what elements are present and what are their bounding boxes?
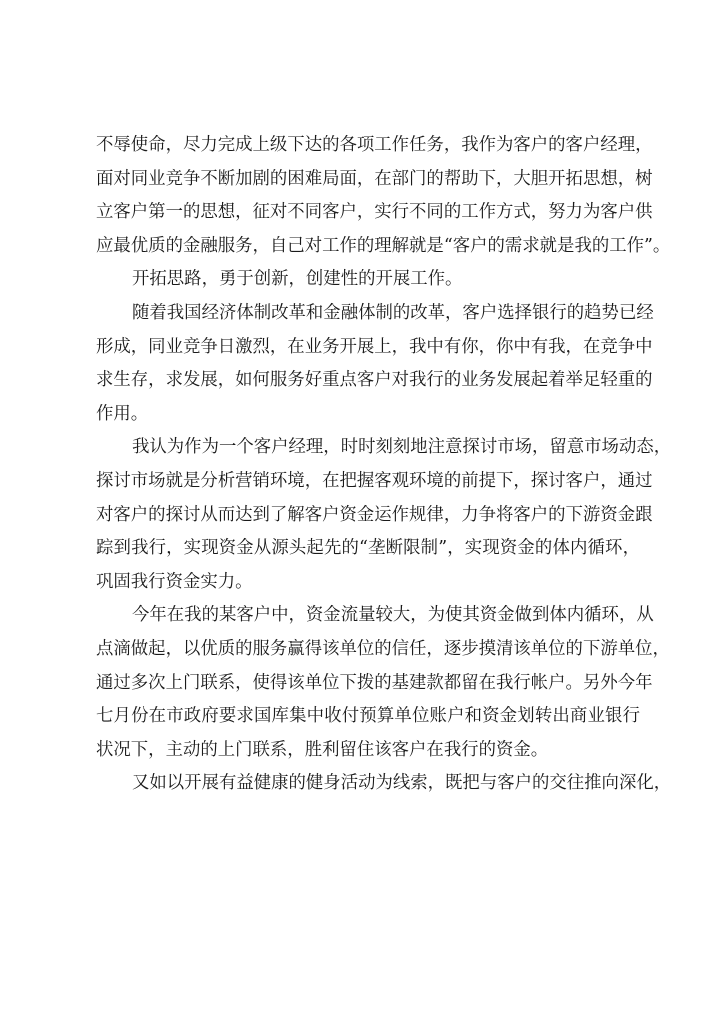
text-line: 巩固我行资金实力。 [96, 571, 253, 592]
text-line: 我认为作为一个客户经理，时时刻刻地注意探讨市场，留意市场动态， [132, 437, 672, 458]
text-line: 又如以开展有益健康的健身活动为线索，既把与客户的交往推向深化， [132, 773, 672, 794]
document-body [96, 129, 672, 801]
text-line: 通过多次上门联系，使得该单位下拨的基建款都留在我行帐户。另外今年 [96, 672, 653, 693]
text-line: 求生存，求发展，如何服务好重点客户对我行的业务发展起着举足轻重的 [96, 370, 653, 391]
text-line: 随着我国经济体制改革和金融体制的改革，客户选择银行的趋势已经 [132, 302, 654, 323]
text-line: 七月份在市政府要求国库集中收付预算单位账户和资金划转出商业银行 [96, 706, 640, 727]
text-line: 探讨市场就是分析营销环境，在把握客观环境的前提下，探讨客户，通过 [96, 470, 653, 491]
text-line: 开拓思路，勇于创新，创建性的开展工作。 [132, 269, 463, 290]
text-line: 不辱使命，尽力完成上级下达的各项工作任务，我作为客户的客户经理， [96, 135, 653, 155]
text-line: 立客户第一的思想，征对不同客户，实行不同的工作方式，努力为客户供 [96, 202, 653, 223]
text-line: 应最优质的金融服务，自己对工作的理解就是“客户的需求就是我的工作”。 [96, 235, 671, 256]
text-line: 对客户的探讨从而达到了解客户资金运作规律，力争将客户的下游资金跟 [96, 504, 653, 525]
text-line: 形成，同业竞争日激烈，在业务开展上，我中有你，你中有我，在竞争中 [96, 336, 653, 357]
text-line: 点滴做起，以优质的服务赢得该单位的信任，逐步摸清该单位的下游单位， [96, 638, 670, 659]
text-line: 状况下，主动的上门联系，胜利留住该客户在我行的资金。 [96, 739, 549, 760]
text-line: 面对同业竞争不断加剧的困难局面，在部门的帮助下，大胆开拓思想，树 [96, 168, 653, 189]
text-line: 作用。 [96, 403, 149, 424]
text-line: 踪到我行，实现资金从源头起先的“垄断限制”，实现资金的体内循环， [96, 538, 640, 559]
text-line: 今年在我的某客户中，资金流量较大，为使其资金做到体内循环，从 [132, 605, 654, 626]
